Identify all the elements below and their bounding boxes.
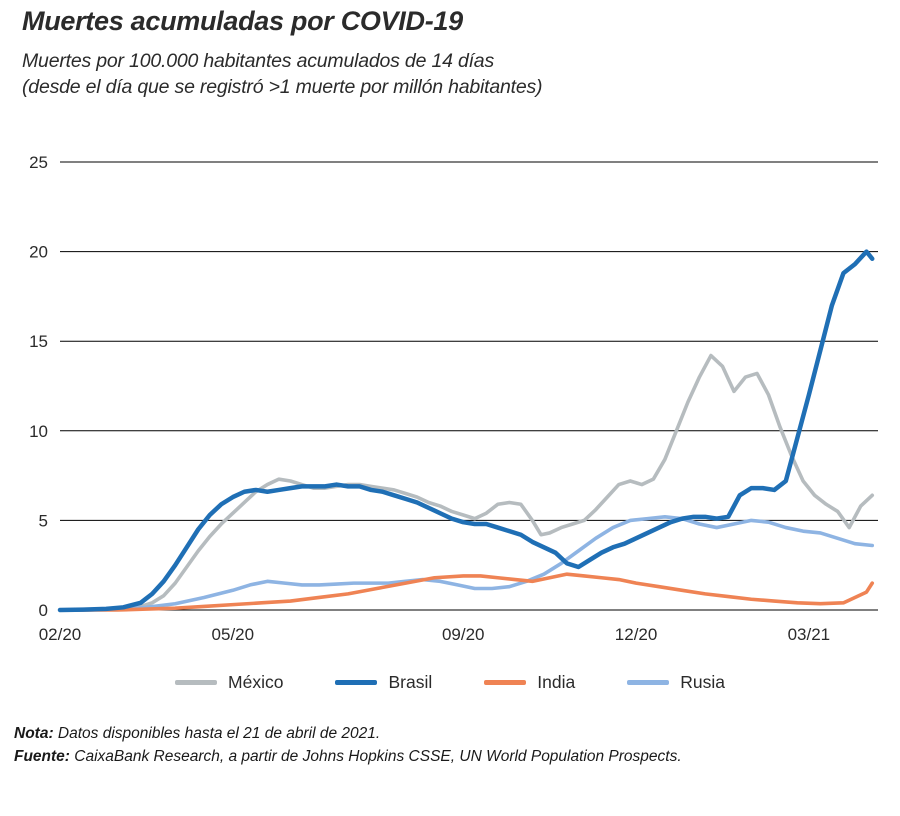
chart-legend <box>0 672 900 693</box>
legend-swatch <box>627 680 669 685</box>
x-axis-tick-label: 12/20 <box>614 625 658 644</box>
x-axis-tick-label: 09/20 <box>441 625 485 644</box>
page-title: Muertes acumuladas por COVID-19 <box>22 6 463 36</box>
legend-label: Brasil <box>388 672 433 692</box>
legend-swatch <box>175 680 217 685</box>
legend-swatch <box>484 680 526 685</box>
y-axis-tick-label: 0 <box>38 601 48 620</box>
y-axis-tick-label: 5 <box>38 511 48 531</box>
legend-item-india[interactable] <box>484 672 575 693</box>
footer-source-text: CaixaBank Research, a partir de Johns Hopkins CSSE, UN World Population Prospects. <box>69 748 682 765</box>
series-line-india <box>60 574 872 610</box>
chart-footer <box>14 722 894 768</box>
x-axis-tick-label: 05/20 <box>211 625 255 644</box>
legend-item-brasil[interactable] <box>335 672 432 693</box>
footer-note-text: Datos disponibles hasta el 21 de abril de 2021. <box>53 725 381 742</box>
footer-note <box>14 722 894 745</box>
x-axis-tick-label: 02/20 <box>38 625 82 644</box>
x-axis-tick-label: 03/21 <box>787 625 831 644</box>
subtitle-line-2: (desde el día que se registró >1 muerte por millón habitantes) <box>22 76 543 98</box>
y-axis-tick-label: 20 <box>29 242 48 262</box>
chart-subtitle <box>22 48 542 100</box>
legend-label: Rusia <box>680 672 725 692</box>
legend-label: India <box>537 672 576 692</box>
y-axis-tick-label: 10 <box>29 421 48 441</box>
series-line-mxico <box>60 356 872 610</box>
chart-plot-area <box>0 140 900 660</box>
legend-item-rusia[interactable] <box>627 672 725 693</box>
legend-swatch <box>335 680 377 685</box>
legend-label: México <box>228 672 284 692</box>
series-line-rusia <box>60 517 872 610</box>
legend-item-mxico[interactable] <box>175 672 283 693</box>
footer-note-label: Nota: <box>14 725 54 742</box>
footer-source <box>14 745 894 768</box>
line-chart <box>0 140 900 660</box>
y-axis-tick-label: 25 <box>29 153 48 172</box>
y-axis-tick-label: 15 <box>29 332 48 352</box>
subtitle-line-1: Muertes por 100.000 habitantes acumulados de 14 días <box>22 50 495 72</box>
footer-source-label: Fuente: <box>14 748 70 765</box>
